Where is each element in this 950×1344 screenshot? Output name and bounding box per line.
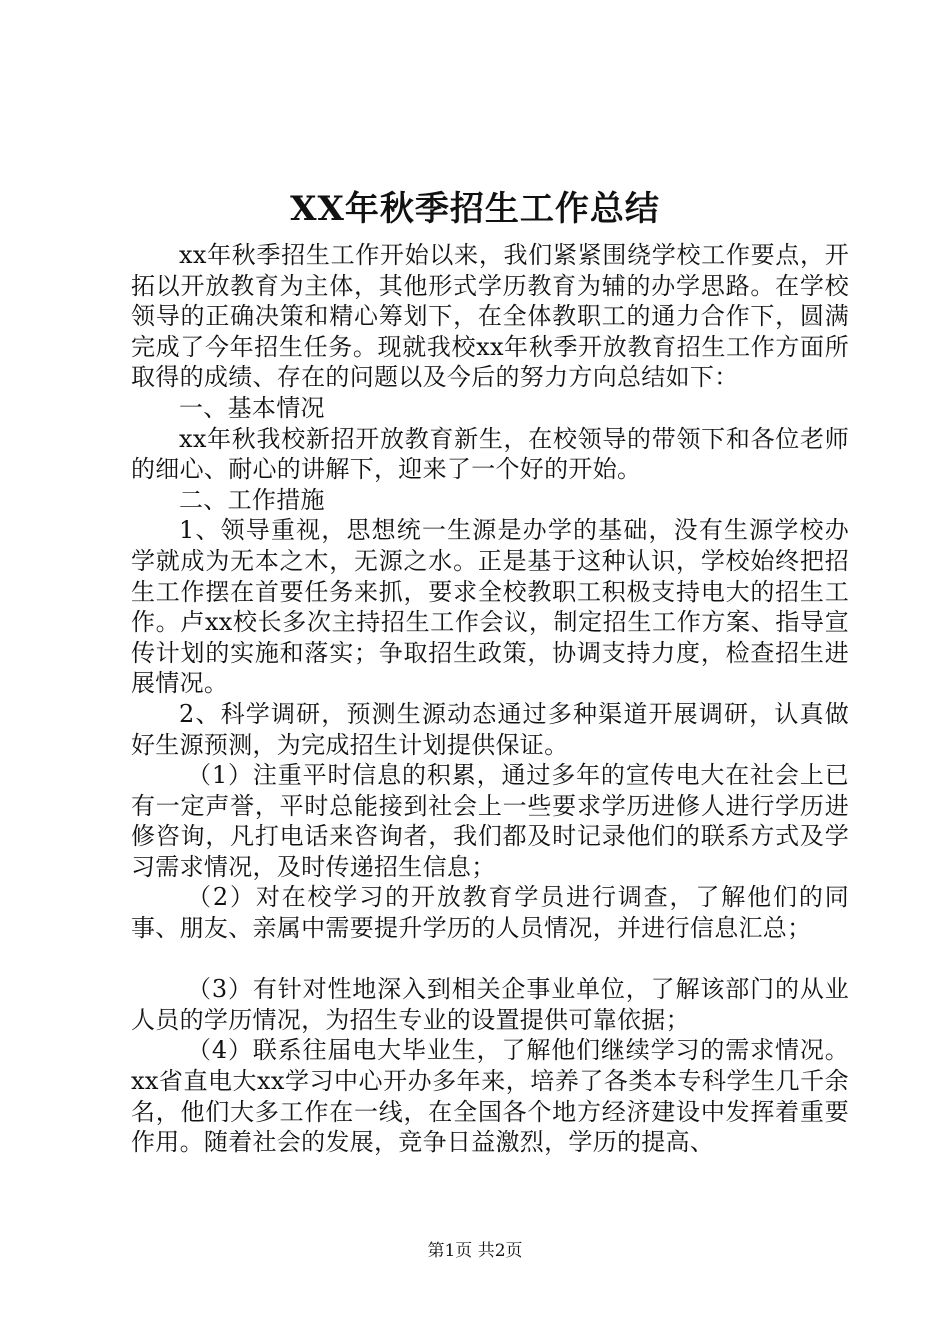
paragraph-measure-1: 1、领导重视，思想统一生源是办学的基础，没有生源学校办学就成为无本之木，无源之水。正是基于这种认识，学校始终把招生工作摆在首要任务来抓，要求全校教职工积极支持电大的招生工作。卢xx校长多次主持招生工作会议，制定招生工作方案、指导宣传计划的实施和落实；争取招生政策，协调支持力度，检查招生进展情况。 bbox=[131, 516, 849, 698]
page-footer: 第1页 共2页 bbox=[427, 1241, 523, 1261]
section-heading-measures: 二、工作措施 bbox=[179, 485, 325, 514]
paragraph-intro: xx年秋季招生工作开始以来，我们紧紧围绕学校工作要点，开拓以开放教育为主体，其他形式学历教育为辅的办学思路。在学校领导的正确决策和精心筹划下，在全体教职工的通力合作下，圆满完成了今年招生任务。现就我校xx年秋季开放教育招生工作方面所取得的成绩、存在的问题以及今后的努力方向总结如下： bbox=[131, 241, 849, 392]
paragraph-item-4: （4）联系往届电大毕业生，了解他们继续学习的需求情况。xx省直电大xx学习中心开办多年来，培养了各类本专科学生几千余名，他们大多工作在一线，在全国各个地方经济建设中发挥着重要作用。随着社会的发展，竞争日益激烈，学历的提高、 bbox=[131, 1036, 849, 1157]
document-body bbox=[131, 240, 849, 1158]
document-title: XX年秋季招生工作总结 bbox=[290, 189, 660, 229]
paragraph-item-3: （3）有针对性地深入到相关企事业单位，了解该部门的从业人员的学历情况，为招生专业的设置提供可靠依据； bbox=[131, 975, 849, 1034]
paragraph-measure-2: 2、科学调研，预测生源动态通过多种渠道开展调研，认真做好生源预测，为完成招生计划提供保证。 bbox=[131, 699, 849, 759]
paragraph-item-2: （2）对在校学习的开放教育学员进行调查，了解他们的同事、朋友、亲属中需要提升学历的人员情况，并进行信息汇总； bbox=[131, 883, 849, 943]
paragraph-item-1: （1）注重平时信息的积累，通过多年的宣传电大在社会上已有一定声誉，平时总能接到社会上一些要求学历进修人进行学历进修咨询，凡打电话来咨询者，我们都及时记录他们的联系方式及学习需求情况，及时传递招生信息； bbox=[131, 761, 849, 881]
section-heading-basic: 一、基本情况 bbox=[179, 393, 325, 422]
paragraph-basic: xx年秋我校新招开放教育新生，在校领导的带领下和各位老师的细心、耐心的讲解下，迎来了一个好的开始。 bbox=[131, 424, 849, 484]
